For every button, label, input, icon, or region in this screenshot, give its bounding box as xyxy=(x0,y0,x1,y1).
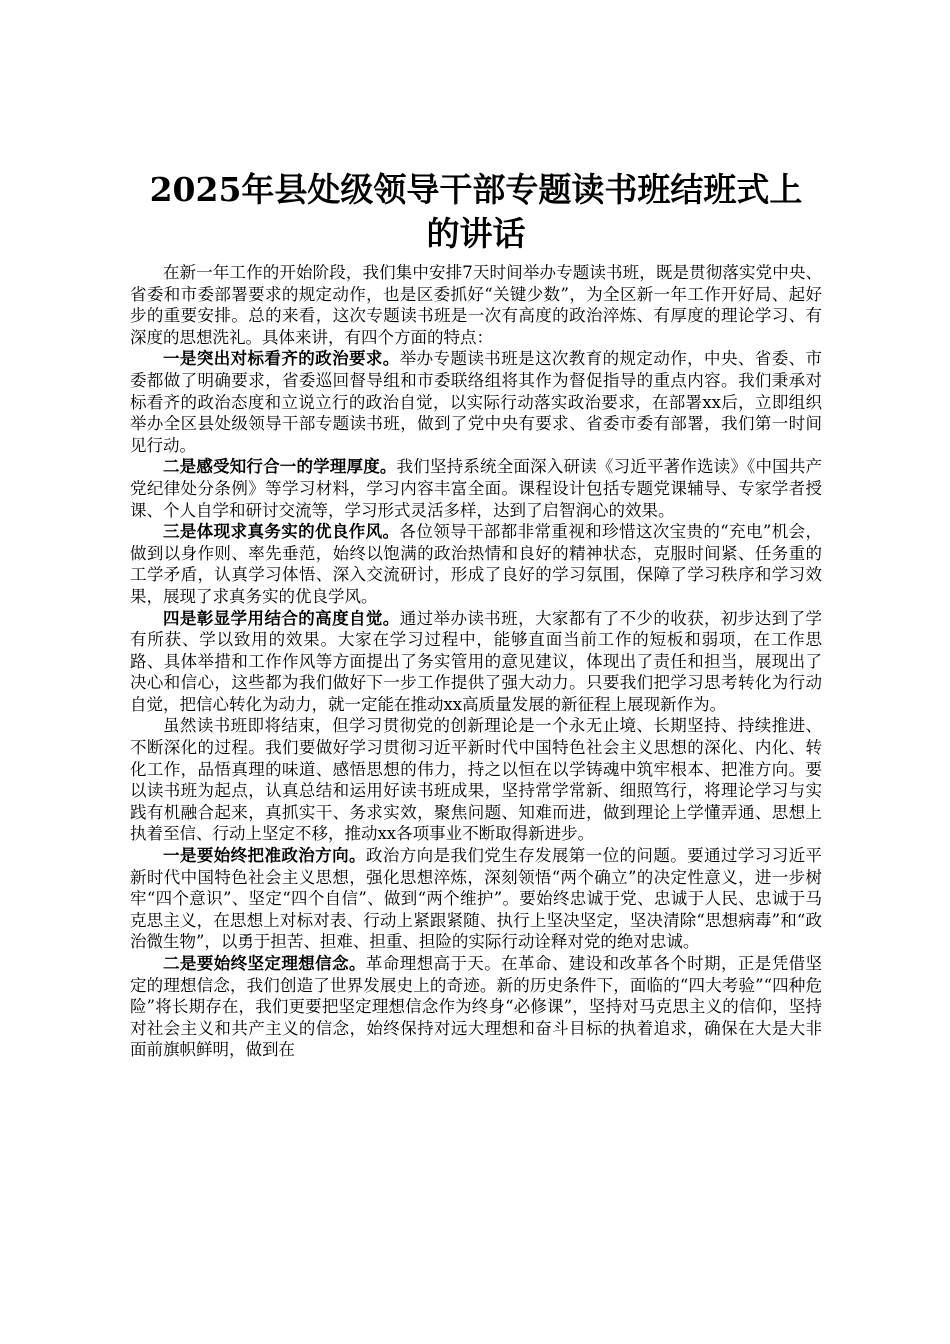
paragraph-intro xyxy=(130,262,822,348)
document-title-line-1: 2025年县处级领导干部专题读书班结班式上 xyxy=(149,170,803,209)
document-body xyxy=(130,262,822,1061)
paragraph-lead: 四是彰显学用结合的高度自觉。 xyxy=(163,608,400,628)
paragraph-text: 各位领导干部都非常重视和珍惜这次宝贵的“充电”机会，做到以身作则、率先垂范，始终以饱满的政治热情和良好的精神状态，克服时间紧、任务重的工学矛盾，认真学习体悟、深入交流研讨，形成了良好的学习氛围，保障了学习秩序和学习效果，展现了求真务实的优良学风。 xyxy=(130,522,823,606)
paragraph-lead: 二是感受知行合一的学理厚度。 xyxy=(163,457,397,477)
paragraph-point-2 xyxy=(130,456,822,521)
paragraph-lead: 二是要始终坚定理想信念。 xyxy=(163,954,366,973)
paragraph-text: 通过举办读书班，大家都有了不少的收获，初步达到了学有所获、学以致用的效果。大家在学习过程中，能够直面当前工作的短板和弱项，在工作思路、具体举措和工作作风等方面提出了务实管用的意见建议，体现出了责任和担当，展现出了决心和信心，这些都为我们做好下一步工作提供了强大动力。只要我们把学习思考转化为行动自觉，把信心转化为动力，就一定能在推动xx高质量发展的新征程上展现新作为。 xyxy=(130,608,823,714)
paragraph-point-1 xyxy=(130,348,822,456)
paragraph-lead: 一是突出对标看齐的政治要求。 xyxy=(163,349,400,369)
paragraph-requirement-1 xyxy=(130,845,822,953)
paragraph-requirement-2 xyxy=(130,953,822,1061)
document-title xyxy=(130,168,822,256)
paragraph-text: 虽然读书班即将结束，但学习贯彻党的创新理论是一个永无止境、长期坚持、持续推进、不断深化的过程。我们要做好学习贯彻习近平新时代中国特色社会主义思想的深化、内化、转化工作，品悟真理的味道、感悟思想的伟力，持之以恒在以学铸魂中筑牢根本、把准方向。要以读书班为起点，认真总结和运用好读书班成果，坚持常学常新、细照笃行，将理论学习与实践有机融合起来，真抓实干、务求实效，聚焦问题、知难而进，做到理论上学懂弄通、思想上执着至信、行动上坚定不移，推动xx各项事业不断取得新进步。 xyxy=(130,716,822,844)
paragraph-lead: 三是体现求真务实的优良作风。 xyxy=(163,522,400,542)
paragraph-text: 政治方向是我们党生存发展第一位的问题。要通过学习习近平新时代中国特色社会主义思想，强化思想淬炼，深刻领悟“两个确立”的决定性意义，进一步树牢“四个意识”、坚定“四个自信”、做到“两个维护”。要始终忠诚于党、忠诚于人民、忠诚于马克思主义，在思想上对标对表、行动上紧跟紧随、执行上坚决坚定，坚决清除“思想病毒”和“政治微生物”，以勇于担苦、担难、担重、担险的实际行动诠释对党的绝对忠诚。 xyxy=(130,846,823,952)
paragraph-text: 举办专题读书班是这次教育的规定动作，中央、省委、市委都做了明确要求，省委巡回督导组和市委联络组将其作为督促指导的重点内容。我们秉承对标看齐的政治态度和立说立行的政治自觉，以实际行动落实政治要求，在部署xx后，立即组织举办全区县处级领导干部专题读书班，做到了党中央有要求、省委市委有部署，我们第一时间见行动。 xyxy=(130,349,823,455)
paragraph-point-3 xyxy=(130,521,822,607)
paragraph-transition xyxy=(130,715,822,845)
paragraph-text: 我们坚持系统全面深入研读《习近平著作选读》《中国共产党纪律处分条例》等学习材料，学习内容丰富全面。课程设计包括专题党课辅导、专家学者授课、个人自学和研讨交流等，学习形式灵活多样，达到了启智润心的效果。 xyxy=(130,457,823,520)
paragraph-lead: 一是要始终把准政治方向。 xyxy=(163,846,366,866)
document-title-line-2: 的讲话 xyxy=(426,214,526,253)
paragraph-text: 在新一年工作的开始阶段，我们集中安排7天时间举办专题读书班，既是贯彻落实党中央、省委和市委部署要求的规定动作，也是区委抓好“关键少数”，为全区新一年工作开好局、起好步的重要安排。总的来看，这次专题读书班是一次有高度的政治淬炼、有厚度的理论学习、有深度的思想洗礼。具体来讲，有四个方面的特点： xyxy=(130,263,822,347)
document-page xyxy=(130,168,822,1061)
paragraph-point-4 xyxy=(130,608,822,716)
paragraph-text: 革命理想高于天。在革命、建设和改革各个时期，正是凭借坚定的理想信念，我们创造了世界发展史上的奇迹。新的历史条件下，面临的“四大考验”“四种危险”将长期存在，我们更要把坚定理想信念作为终身“必修课”，坚持对马克思主义的信仰，坚持对社会主义和共产主义的信念，始终保持对远大理想和奋斗目标的执着追求，确保在大是大非面前旗帜鲜明，做到在 xyxy=(130,954,823,1060)
